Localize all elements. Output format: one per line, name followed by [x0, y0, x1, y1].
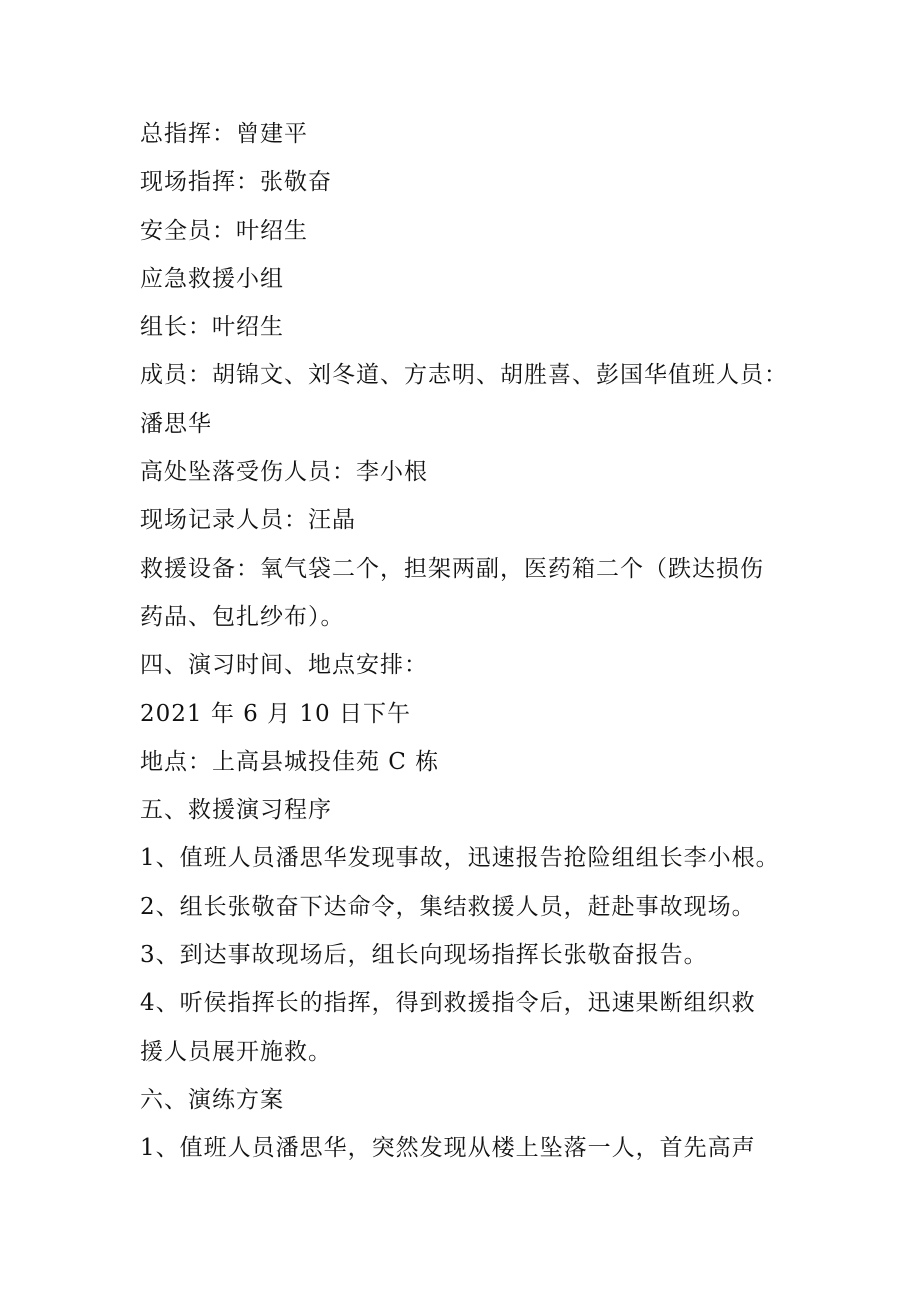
- text-line-date: 2021 年 6 月 10 日下午: [140, 700, 411, 727]
- text-line-recorder: 现场记录人员：汪晶: [140, 507, 356, 534]
- procedure-step-4-cont: 援人员展开施救。: [140, 1038, 332, 1065]
- text-line-members-cont: 潘思华: [140, 410, 212, 437]
- section-heading-procedure: 五、救援演习程序: [140, 797, 332, 824]
- section-heading-drill-plan: 六、演练方案: [140, 1086, 284, 1113]
- procedure-step-3: 3、到达事故现场后，组长向现场指挥长张敬奋报告。: [140, 942, 708, 969]
- text-line-injured: 高处坠落受伤人员：李小根: [140, 459, 428, 486]
- document-body: [140, 110, 800, 1173]
- text-line-location: 地点：上高县城投佳苑 C 栋: [140, 748, 440, 775]
- text-line-equipment-cont: 药品、包扎纱布）。: [140, 603, 345, 630]
- text-line-rescue-team: 应急救援小组: [140, 265, 284, 292]
- drill-plan-step-1: 1、值班人员潘思华，突然发现从楼上坠落一人，首先高声: [140, 1135, 756, 1162]
- procedure-step-2: 2、组长张敬奋下达命令，集结救援人员，赶赴事故现场。: [140, 893, 756, 920]
- text-line-site-commander: 现场指挥：张敬奋: [140, 169, 332, 196]
- procedure-step-1: 1、值班人员潘思华发现事故，迅速报告抢险组组长李小根。: [140, 845, 780, 872]
- section-heading-time-place: 四、演习时间、地点安排：: [140, 652, 428, 679]
- text-line-team-leader: 组长：叶绍生: [140, 314, 284, 341]
- procedure-step-4: 4、听侯指挥长的指挥，得到救援指令后，迅速果断组织救: [140, 990, 756, 1017]
- text-line-members: 成员：胡锦文、刘冬道、方志明、胡胜喜、彭国华值班人员：: [140, 362, 788, 389]
- text-line-commander: 总指挥：曾建平: [140, 121, 308, 147]
- text-line-equipment: 救援设备：氧气袋二个，担架两副，医药箱二个（跌达损伤: [140, 555, 764, 582]
- text-line-safety-officer: 安全员：叶绍生: [140, 217, 308, 244]
